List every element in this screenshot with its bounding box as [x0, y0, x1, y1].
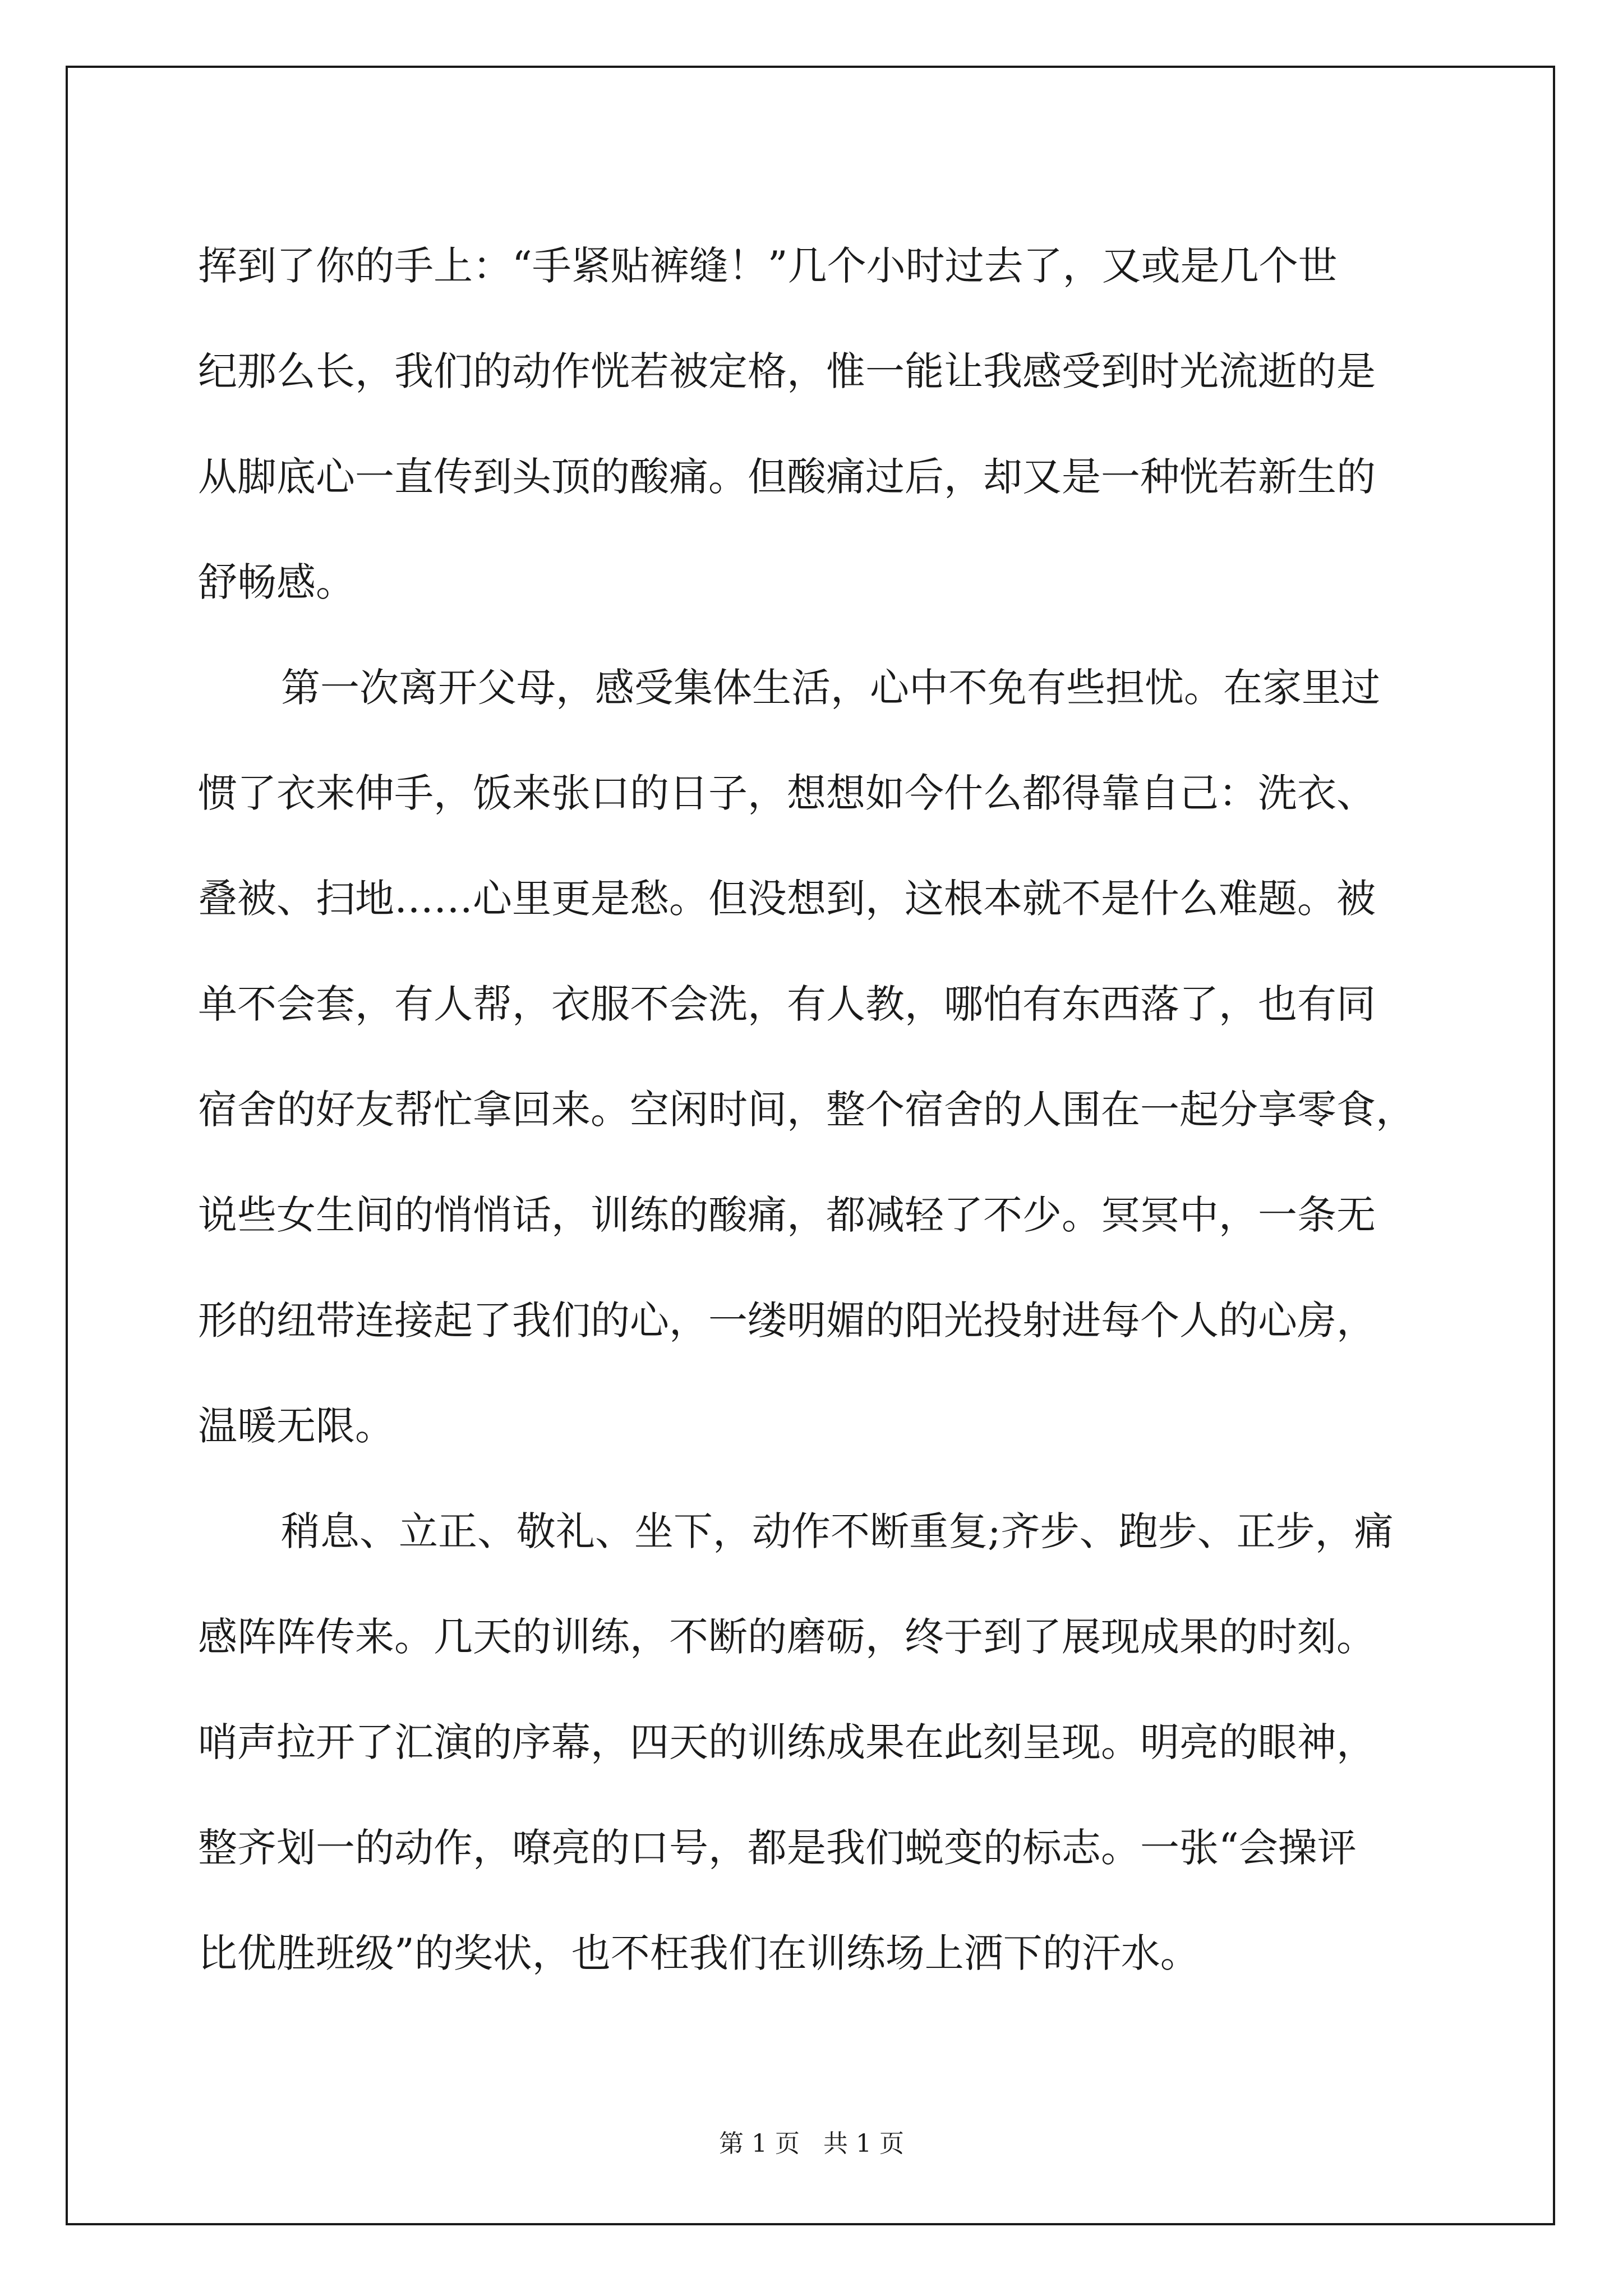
paragraph-line: 形的纽带连接起了我们的心，一缕明媚的阳光投射进每个人的心房，	[198, 1297, 1376, 1343]
paragraph-line: 稍息、立正、敬礼、坐下，动作不断重复;齐步、跑步、正步，痛	[281, 1508, 1394, 1554]
paragraph-line: 单不会套，有人帮，衣服不会洗，有人教，哪怕有东西落了，也有同	[198, 981, 1376, 1027]
paragraph-line: 说些女生间的悄悄话，训练的酸痛，都减轻了不少。冥冥中，一条无	[198, 1192, 1376, 1238]
paragraph-line: 从脚底心一直传到头顶的酸痛。但酸痛过后，却又是一种恍若新生的	[198, 454, 1376, 500]
paragraph-line: 感阵阵传来。几天的训练，不断的磨砺，终于到了展现成果的时刻。	[198, 1614, 1376, 1660]
paragraph-1	[198, 213, 1432, 635]
paragraph-line: 第一次离开父母，感受集体生活，心中不免有些担忧。在家里过	[281, 665, 1380, 711]
paragraph-line: 叠被、扫地……心里更是愁。但没想到，这根本就不是什么难题。被	[198, 876, 1376, 922]
paragraph-line: 纪那么长，我们的动作恍若被定格，惟一能让我感受到时光流逝的是	[198, 348, 1376, 394]
document-body	[198, 213, 1432, 2006]
paragraph-line: 挥到了你的手上：“手紧贴裤缝！”几个小时过去了，又或是几个世	[198, 243, 1338, 289]
paragraph-line: 舒畅感。	[198, 559, 355, 605]
paragraph-line: 比优胜班级”的奖状，也不枉我们在训练场上洒下的汗水。	[198, 1930, 1200, 1976]
page-number-footer: 第 1 页 共 1 页	[719, 2129, 904, 2158]
paragraph-line: 宿舍的好友帮忙拿回来。空闲时间，整个宿舍的人围在一起分享零食，	[198, 1087, 1415, 1133]
paragraph-line: 惯了衣来伸手，饭来张口的日子，想想如今什么都得靠自己：洗衣、	[198, 770, 1376, 816]
paragraph-line: 整齐划一的动作，嘹亮的口号，都是我们蜕变的标志。一张“会操评	[198, 1825, 1357, 1871]
paragraph-line: 温暖无限。	[198, 1403, 394, 1449]
paragraph-3	[198, 1479, 1432, 2006]
paragraph-2	[198, 635, 1432, 1479]
paragraph-line: 哨声拉开了汇演的序幕，四天的训练成果在此刻呈现。明亮的眼神，	[198, 1719, 1376, 1765]
